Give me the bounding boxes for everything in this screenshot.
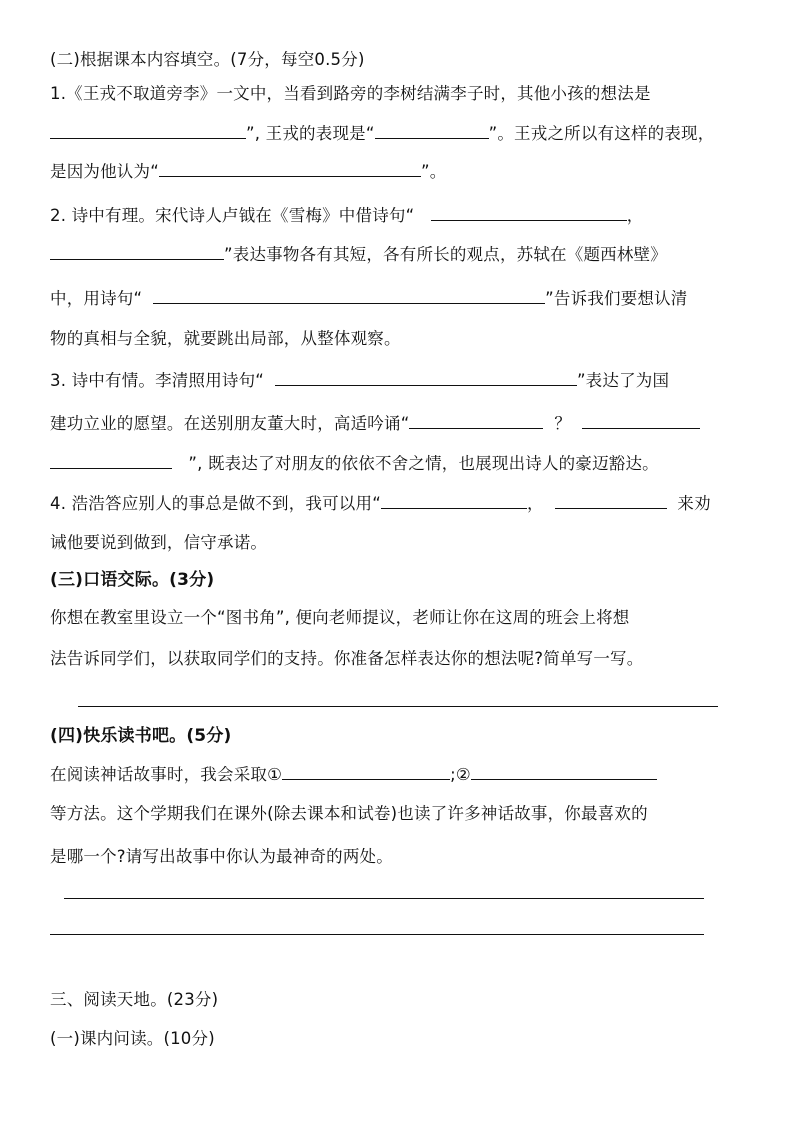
s4-blank-1[interactable] xyxy=(282,763,450,780)
q4-line-2: 诫他要说到做到，信守承诺。 xyxy=(50,533,268,552)
q3-line-1: 3. 诗中有情。李清照用诗句“ ”表达了为国 xyxy=(50,371,670,390)
q3-blank-2[interactable] xyxy=(409,412,543,429)
q1-blank-1[interactable] xyxy=(50,122,246,139)
q4-line-1: 4. 浩浩答应别人的事总是做不到，我可以用“ ， 来劝 xyxy=(50,494,711,513)
q3-line-2: 建功立业的愿望。在送别朋友董大时，高适吟诵“ ？ xyxy=(50,412,700,436)
part-3-subtitle: (一)课内问读。(10分) xyxy=(50,1029,215,1048)
q2-blank-1[interactable] xyxy=(431,204,627,221)
q2-blank-3[interactable] xyxy=(153,287,545,304)
q1-line-2: ”, 王戎的表现是“ ”。王戎之所以有这样的表现， xyxy=(50,122,714,146)
q3-blank-4[interactable] xyxy=(50,452,172,469)
answer-line-s4-2[interactable] xyxy=(50,934,704,935)
q4-blank-2[interactable] xyxy=(555,492,667,509)
section-4-line-1: 在阅读神话故事时，我会采取① ;② xyxy=(50,763,657,787)
q2-blank-2[interactable] xyxy=(50,243,224,260)
section-3-title: (三)口语交际。(3分) xyxy=(50,570,215,590)
part-3-title: 三、阅读天地。(23分) xyxy=(50,990,219,1009)
section-4-title: (四)快乐读书吧。(5分) xyxy=(50,726,232,746)
q2-line-3: 中，用诗句“ ”告诉我们要想认清 xyxy=(50,289,688,308)
section-2-title: (二)根据课本内容填空。(7分，每空0.5分) xyxy=(50,50,365,69)
q1-blank-3[interactable] xyxy=(159,160,421,177)
answer-line-s3[interactable] xyxy=(78,706,718,707)
section-3-line-1: 你想在教室里设立一个“图书角”, 便向老师提议，老师让你在这周的班会上将想 xyxy=(50,608,630,627)
s4-blank-2[interactable] xyxy=(471,763,657,780)
q1-line-1: 1.《王戎不取道旁李》一文中，当看到路旁的李树结满李子时，其他小孩的想法是 xyxy=(50,84,651,103)
q1-line-3: 是因为他认为“ ”。 xyxy=(50,162,447,181)
answer-line-s4-1[interactable] xyxy=(64,898,704,899)
q3-line-3: ”, 既表达了对朋友的依依不舍之情，也展现出诗人的豪迈豁达。 xyxy=(50,452,659,476)
q2-line-4: 物的真相与全貌，就要跳出局部，从整体观察。 xyxy=(50,329,401,348)
section-4-line-2: 等方法。这个学期我们在课外(除去课本和试卷)也读了许多神话故事，你最喜欢的 xyxy=(50,804,648,823)
q1-blank-2[interactable] xyxy=(375,122,489,139)
q3-blank-3[interactable] xyxy=(582,412,700,429)
q4-blank-1[interactable] xyxy=(381,492,527,509)
section-4-line-3: 是哪一个?请写出故事中你认为最神奇的两处。 xyxy=(50,847,393,866)
q2-line-2: ”表达事物各有其短，各有所长的观点，苏轼在《题西林壁》 xyxy=(50,243,667,267)
section-3-line-2: 法告诉同学们，以获取同学们的支持。你准备怎样表达你的想法呢?简单写一写。 xyxy=(50,649,644,668)
q3-blank-1[interactable] xyxy=(275,369,577,386)
q2-line-1: 2. 诗中有理。宋代诗人卢钺在《雪梅》中借诗句“ ， xyxy=(50,206,644,225)
